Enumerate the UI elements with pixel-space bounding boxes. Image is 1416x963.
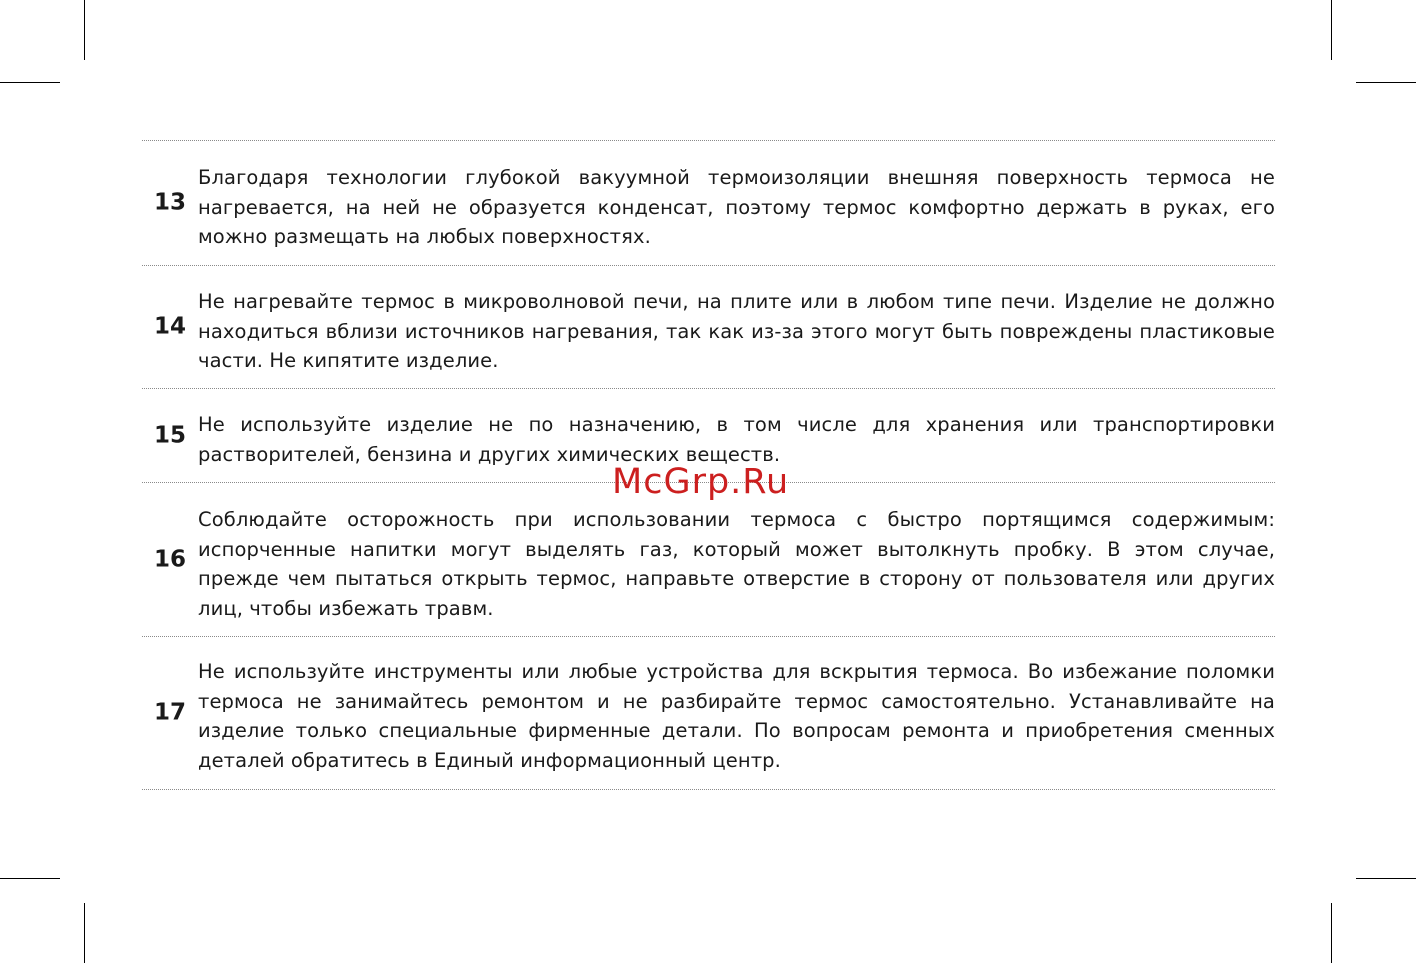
crop-mark-bottom-right-vertical (1331, 903, 1332, 963)
item-number: 16 (154, 546, 187, 572)
instruction-item-14 (142, 266, 1275, 388)
watermark-logo: McGrp.Ru (612, 462, 790, 502)
item-text: Не используйте инструменты или любые устройства для вскрытия термоса. Во избежание поломки термоса не занимайтесь ремонтом и не разбирайте термос самостоятельно. Устанавливайте на изделие только специальные фирменные детали. По вопросам ремонта и приобретения сменных деталей обратитесь в Единый информационный центр. (198, 660, 1275, 772)
crop-mark-bottom-left-horizontal (0, 878, 60, 879)
crop-mark-top-left-horizontal (0, 82, 60, 83)
crop-mark-top-left-vertical (84, 0, 85, 60)
crop-mark-bottom-right-horizontal (1356, 878, 1416, 879)
item-text: Не используйте изделие не по назначению, в том числе для хранения или транспортировки растворителей, бензина и других химических веществ. (198, 413, 1275, 466)
item-number: 14 (154, 313, 187, 340)
instruction-item-13 (142, 141, 1275, 265)
item-number: 17 (154, 699, 187, 726)
item-number: 15 (154, 422, 187, 448)
crop-mark-bottom-left-vertical (84, 903, 85, 963)
item-text: Не нагревайте термос в микроволновой печи, на плите или в любом типе печи. Изделие не должно находиться вблизи источников нагревания, так как из-за этого могут быть повреждены пластиковые части. Не кипятите изделие. (198, 290, 1275, 372)
item-text: Соблюдайте осторожность при использовании термоса с быстро портящимся содержимым: испорченные напитки могут выделять газ, который может вытолкнуть пробку. В этом случае, прежде чем пытаться открыть термос, направьте отверстие в сторону от пользователя или других лиц, чтобы избежать травм. (198, 508, 1275, 620)
item-number: 13 (154, 189, 187, 216)
crop-mark-top-right-vertical (1331, 0, 1332, 60)
dotted-divider (142, 789, 1275, 790)
item-text: Благодаря технологии глубокой вакуумной термоизоляции внешняя поверхность термоса не нагревается, на ней не образуется конденсат, поэтому термос комфортно держать в руках, его можно размещать на любых поверхностях. (198, 166, 1275, 248)
instruction-item-16 (142, 483, 1275, 636)
instruction-item-17 (142, 637, 1275, 789)
crop-mark-top-right-horizontal (1356, 82, 1416, 83)
